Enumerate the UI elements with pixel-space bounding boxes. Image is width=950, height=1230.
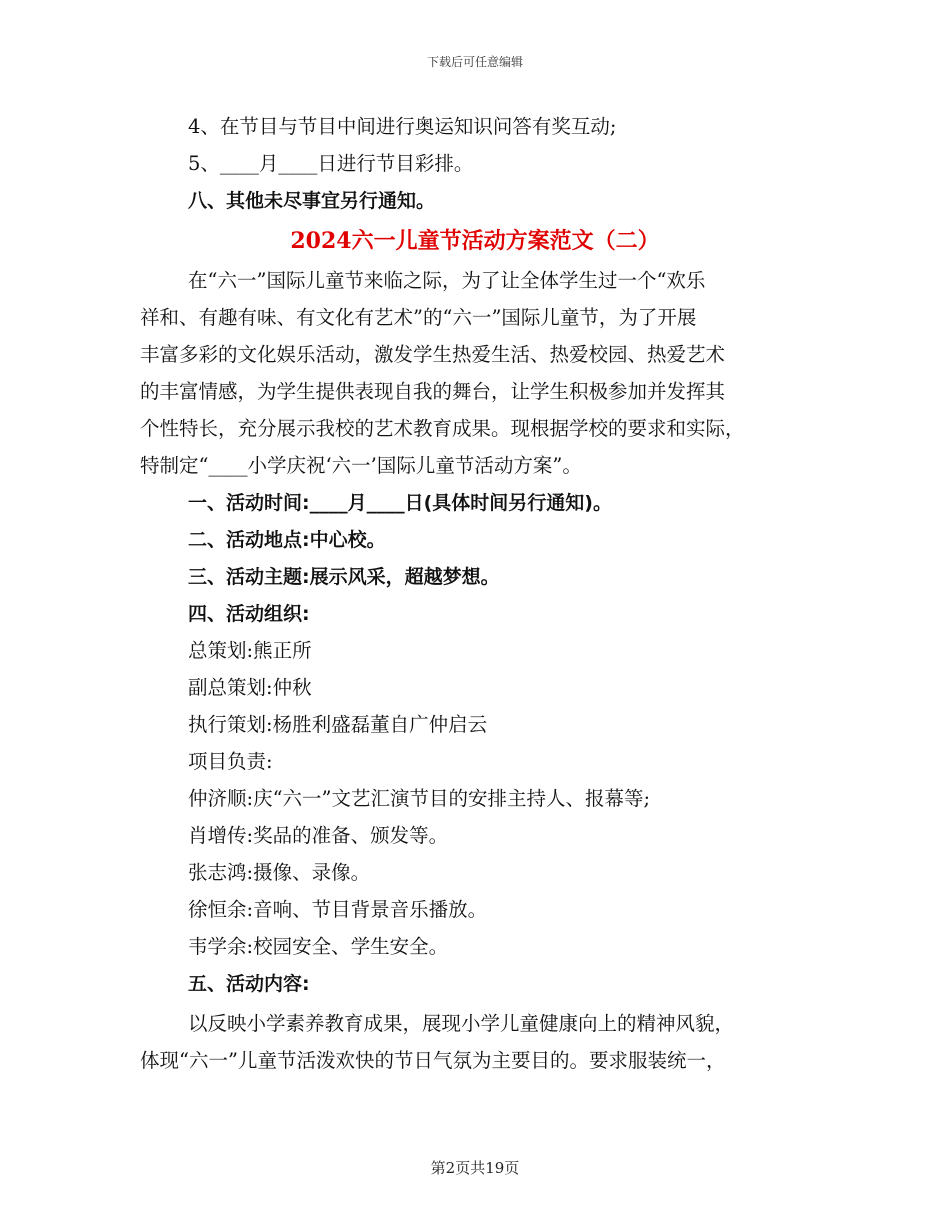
section-4-heading: 四、活动组织: <box>188 603 310 625</box>
org-line: 肖增传:奖品的准备、颁发等。 <box>188 824 449 847</box>
section-2-heading: 二、活动地点:中心校。 <box>188 529 386 551</box>
content-paragraph <box>140 1005 808 1079</box>
org-line: 仲济顺:庆“六一”文艺汇演节目的安排主持人、报幕等; <box>188 787 651 810</box>
page-number: 第2页共19页 <box>430 1159 520 1177</box>
content-line: 体现“六一”儿童节活泼欢快的节日气氛为主要目的。要求服装统一， <box>140 1049 726 1072</box>
intro-line: 特制定“____小学庆祝‘六一’国际儿童节活动方案”。 <box>140 454 582 477</box>
document-title: 2024六一儿童节活动方案范文（二） <box>290 228 660 254</box>
org-line: 韦学余:校园安全、学生安全。 <box>188 935 449 958</box>
intro-line: 祥和、有趣有味、有文化有艺术”的“六一”国际儿童节，为了开展 <box>140 306 697 329</box>
org-line: 徐恒余:音响、节目背景音乐播放。 <box>188 898 488 921</box>
org-line: 张志鸿:摄像、录像。 <box>188 861 371 884</box>
list-item-5: 5、____月____日进行节目彩排。 <box>188 152 474 175</box>
section-1-heading: 一、活动时间:____月____日(具体时间另行通知)。 <box>188 492 612 514</box>
section-3-heading: 三、活动主题:展示风采，超越梦想。 <box>188 566 500 588</box>
content-line: 以反映小学素养教育成果，展现小学儿童健康向上的精神风貌， <box>188 1012 735 1035</box>
intro-paragraph <box>140 262 808 484</box>
intro-line: 的丰富情感，为学生提供表现自我的舞台，让学生积极参加并发挥其 <box>140 380 726 403</box>
org-line: 执行策划:杨胜利盛磊董自广仲启云 <box>188 713 488 736</box>
list-item-4: 4、在节目与节目中间进行奥运知识问答有奖互动; <box>188 115 617 138</box>
intro-line: 丰富多彩的文化娱乐活动，激发学生热爱生活、热爱校园、热爱艺术 <box>140 343 726 366</box>
org-line: 项目负责: <box>188 750 273 773</box>
page-header-note: 下载后可任意编辑 <box>426 55 523 69</box>
intro-line: 个性特长，充分展示我校的艺术教育成果。现根据学校的要求和实际， <box>140 417 745 440</box>
org-line: 副总策划:仲秋 <box>188 676 312 699</box>
section-5-heading: 五、活动内容: <box>188 973 310 995</box>
intro-line: 在“六一”国际儿童节来临之际，为了让全体学生过一个“欢乐 <box>188 269 706 292</box>
section-8-heading: 八、其他未尽事宜另行通知。 <box>188 190 436 212</box>
org-line: 总策划:熊正所 <box>188 639 312 662</box>
